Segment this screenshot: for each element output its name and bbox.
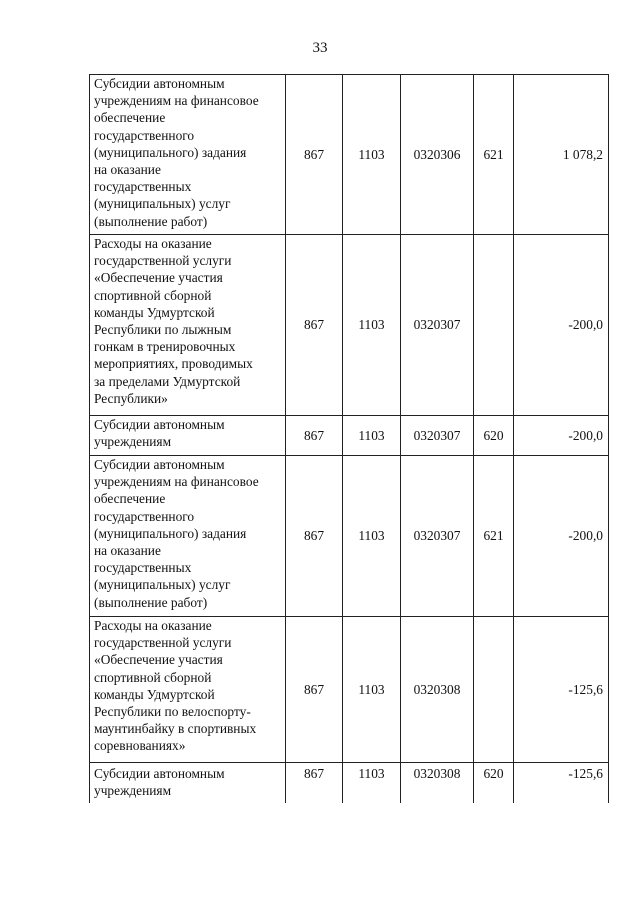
amount-cell: 1 078,2 (514, 75, 609, 235)
expense-type-cell: 620 (474, 416, 514, 456)
section-code-cell: 1103 (343, 416, 401, 456)
target-code-cell: 0320308 (401, 763, 474, 803)
target-code-cell: 0320307 (401, 416, 474, 456)
expense-type-cell: 621 (474, 75, 514, 235)
expense-name-cell: Субсидии автономным учреждениям (90, 763, 286, 803)
section-code-cell: 1103 (343, 456, 401, 617)
expense-name-cell: Субсидии автономным учреждениям (90, 416, 286, 456)
expense-name-cell: Расходы на оказание государственной услуги «Обеспечение участия спортивной сборной команды Удмуртской Республики по лыжным гонкам в тренировочных мероприятиях, проводимых за пределами Удмуртской Республики» (90, 235, 286, 416)
amount-cell: -125,6 (514, 617, 609, 763)
expense-name-cell: Расходы на оказание государственной услуги «Обеспечение участия спортивной сборной команды Удмуртской Республики по велоспорту- маунтинбайку в спортивных соревнованиях» (90, 617, 286, 763)
target-code-cell: 0320307 (401, 235, 474, 416)
target-code-cell: 0320307 (401, 456, 474, 617)
section-code-cell: 1103 (343, 235, 401, 416)
amount-cell: -125,6 (514, 763, 609, 803)
table-row (90, 416, 609, 456)
expense-type-cell: 620 (474, 763, 514, 803)
ministry-code-cell: 867 (286, 416, 343, 456)
target-code-cell: 0320308 (401, 617, 474, 763)
ministry-code-cell: 867 (286, 235, 343, 416)
amount-cell: -200,0 (514, 456, 609, 617)
table-row (90, 456, 609, 617)
expense-name-cell: Субсидии автономным учреждениям на финансовое обеспечение государственного (муниципального) задания на оказание государственных (муниципальных) услуг (выполнение работ) (90, 75, 286, 235)
section-code-cell: 1103 (343, 75, 401, 235)
section-code-cell: 1103 (343, 763, 401, 803)
expense-type-cell (474, 617, 514, 763)
budget-table (89, 74, 609, 803)
expense-name-cell: Субсидии автономным учреждениям на финансовое обеспечение государственного (муниципального) задания на оказание государственных (муниципальных) услуг (выполнение работ) (90, 456, 286, 617)
ministry-code-cell: 867 (286, 75, 343, 235)
amount-cell: -200,0 (514, 416, 609, 456)
target-code-cell: 0320306 (401, 75, 474, 235)
expense-type-cell: 621 (474, 456, 514, 617)
ministry-code-cell: 867 (286, 456, 343, 617)
ministry-code-cell: 867 (286, 617, 343, 763)
section-code-cell: 1103 (343, 617, 401, 763)
table-row (90, 763, 609, 803)
table-row (90, 617, 609, 763)
table-row (90, 235, 609, 416)
table-row (90, 75, 609, 235)
page-number: 33 (312, 40, 328, 56)
expense-type-cell (474, 235, 514, 416)
amount-cell: -200,0 (514, 235, 609, 416)
ministry-code-cell: 867 (286, 763, 343, 803)
